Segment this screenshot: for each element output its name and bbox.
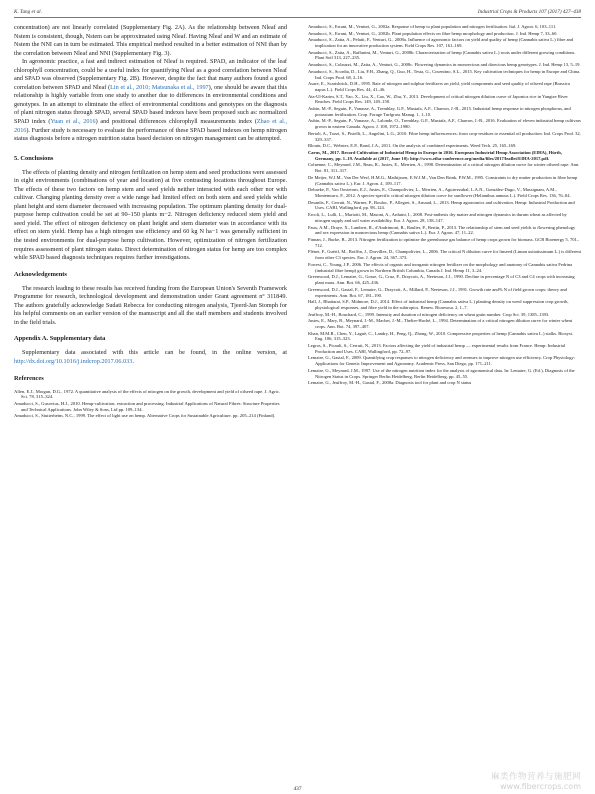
section-heading-acknowledgements: Acknowledgements [14,270,67,278]
doi-link[interactable]: http://dx.doi.org/10.1016/j.indcrop.2017.06.033 [14,357,133,365]
reference-item: Legros, S., Picault, S., Cerruti, N., 2013. Factors affecting the yield of industrial hemp — experimental results from France. Hemp: Industrial Production and Uses. CABI, Wallingford, pp. 72–97. [308,343,566,354]
left-column [14,24,287,420]
reference-item: Ercoli, L., Lulli, L., Mariotti, M., Masoni, A., Arduini, I., 2008. Post-anthesis dry matter and nitrogen dynamics in durum wheat as affected by nitrogen supply and soil water availability. Eur. J. Agron. 28, 138–147. [308,212,567,223]
page-number: 437 [293,786,302,792]
section-heading-references: References [14,374,44,382]
citation-lin-matsunaka[interactable]: Lin et al., 2010; Matsunaka et al., 1997 [110,83,209,91]
reference-item: Lemaire, G., Gastal, F., 2009. Quantifying crop responses to nitrogen deficiency and avenues to improve nitrogen use efficiency. Crop Physiology: Applications for Genetic Improvement and Agronomy. Academic Press, San Diego, pp. 171–211. [308,355,576,367]
reference-item: Jeuffroy, M.-H., Bouchard, C., 1999. Intensity and duration of nitrogen deficiency on wheat grain number. Crop Sci. 39, 1385–1393. [308,311,550,317]
reference-item: Faux, A.M., Draye, X., Lambert, R., d'Andrimont, R., Raulier, P., Bertin, P., 2013. The relationship of stem and seed yields to flowering phenology and sex expression in monoecious hemp (Cannabis sativa L.). Eur. J. Agron. 47, 11–22. [308,224,576,236]
reference-item: Colnenne, C., Meynard, J.M., Reau, R., Justes, E., Merrien, A., 1998. Determination of a critical nitrogen dilution curve for winter oilseed rape. Ann. Bot. 81, 311–317. [308,162,580,174]
paragraph-spad-text-a: In agronomic practice, a fast and indirect estimation of Nleaf is required. SPAD, an indicator of the leaf chlorophyll concentration, could be a useful index for quantifying Nleaf as a good correlation between Nleaf and SPAD was observed (Supplementary Fig. 2B). However, despite the fact that many authors found a good correlation between SPAD and Nleaf ( [14,58,287,91]
reference-item: Ata-Ul-Karim, S.T., Yao, X., Liu, X., Cao, W., Zhu, Y., 2013. Development of critical nitrogen dilution curve of Japonica rice in Yangtze River Reaches. Field Crops Res. 149, 149–158. [308,93,568,105]
watermark [491,770,581,791]
running-head-journal: Industrial Crops & Products 107 (2017) 427–438 [477,9,581,15]
reference-item: Amaducci, S., Errani, M., Venturi, G., 2002b. Plant population effects on fibre hemp morphology and production. J. Ind. Hemp 7, 33–60. [308,30,558,36]
reference-item: Carus, M., 2017. Record Cultivation of Industrial Hemp in Europe in 2016. European Industrial Hemp Association (EIHA), Hürth, Germany, pp. 1–19. Available at (2017, June 10): http://www.eiha-conference.org/media/files/2017/leaflet/EIHA-2017.pdf. [308,149,562,161]
header-rule [14,17,581,18]
reference-item: Bertoli, A., Tozzi, S., Pistelli, L., Angelini, L.G., 2010. Fibre hemp inflorescences: from crop-residues to essential oil production. Ind. Crops Prod. 32, 329–337. [308,130,581,142]
reference-item: Asare, E., Scarisbrick, D.H., 1995. Rate of nitrogen and sulphur fertilizers on yield, yield components and seed quality of oilseed rape (Brassica napus L.). Field Crops Res. 44, 41–46. [308,81,570,92]
watermark-site-name: 麻类作物营养与施肥网 [490,772,581,782]
reference-item: Lemaire, G., Meynard, J.M., 1997. Use of the nitrogen nutrition index for the analysis of agronomical data. In: Lemaire, G. (Ed.), Diagnosis of the Nitrogen Status in Crops. Springer Berlin Heidelberg, Berlin Heidelberg, pp. 45–55. [308,367,575,379]
paragraph-spad-text-c: ) and positional differences chlorophyll measurements index ( [95,118,257,126]
reference-item: Amaducci, S., Errani, M., Venturi, G., 2002a. Response of hemp to plant population and nitrogen fertilisation. Ital. J. Agron. 6, 103–111. [308,24,557,29]
reference-item: Greenwood, D.J., Gastal, F., Lemaire, G., Draycott, A., Millard, P., Neeteson, J.J., 1991. Growth rate and% N of field grown crops: theory and experiments. Ann. Bot. 67, 181–190. [308,286,567,298]
reference-item: Allen, E.J., Morgan, D.G., 1972. A quantitative analysis of the effects of nitrogen on the growth, development and yield of oilseed rape. J. Agric. Sci. 78, 315–324. [14,388,280,400]
paragraph-conclusions: The effects of planting density and nitrogen fertilization on hemp stem and seed productions were assessed in eight environments (combinations of year and location) at five contrasting locations throughout Europe. The effects of these two factors on hemp stem and seed yields neither interacted with each other nor with cultivar. Changing planting density over a wide range had limited effect on both stem and seed yields while plant height and stem diameter decreased with increasing population. The optimum planting density for dual-purpose hemp cultivation could be set at 90–150 plants m−2. Nitrogen deficiency reduced stem yield and seed yield. The effect of nitrogen deficiency on plant height and stem diameter was in accordance with its effect on stem yield. Hemp has a high nitrogen use efficiency and 60 kg N ha−1 was generally sufficient in the tested environments for dual-purpose hemp cultivation. However, optimization of nitrogen fertilization requires assessment of plant nitrogen status. Direct determination of nitrogen status for hemp are too complex while SPAD based diagnosis techniques requires further investigations. [14,168,287,262]
reference-item: De Meijer, W.J.M., Van Der Werf, H.M.G., Mathijssen, E.W.J.M., Van Den Brink, P.W.M., 1995. Constraints to dry matter production in fibre hemp (Cannabis sativa L.). Eur. J. Agron. 4, 109–117. [308,174,578,186]
reference-item: Amaducci, S., Zatta, A., Raffanini, M., Venturi, G., 2008b. Characterisation of hemp (Cannabis sativa L.) roots under different growing conditions. Plant Soil 313, 227–235. [308,49,576,61]
reference-list-left [14,389,287,420]
reference-item: Amaducci, S., Scordia, D., Liu, F.H., Zhang, Q., Guo, H., Testa, G., Cosentino, S.L., 2015. Key cultivation techniques for hemp in Europe and China. Ind. Crops Prod. 68, 2–16. [308,68,581,80]
paragraph-acknowledgements: The research leading to these results has received funding from the European Union's Seventh Framework Programme for research, technological development and demonstration under Grant agreement n° 311849. The authors gratefully acknowledge Sudati Rebecca for conducting nitrogen analysis, Tjeerd-Jan Stomph for his helpful comments on an earlier version of the manuscript and all the staff members and students involved in the field trials. [14,284,287,326]
running-head-authors: K. Tang et al. [14,9,42,15]
reference-item: Flénet, F., Guérif, M., Boiffin, J., Dorvillez, D., Champolivier, L., 2006. The critical N dilution curve for linseed (Linum usitatissimum L.) is different from other C3 species. Eur. J. Agron. 24, 367–373. [308,249,581,261]
reference-item: Aubin, M.-P., Seguin, P., Vanasse, A., Tremblay, G.F., Mustafa, A.F., Charron, J.-B., 2015. Industrial hemp response to nitrogen phosphorus, and potassium fertilization. Crop. Forage Turfgrass Manag. 1, 1–10. [308,105,571,117]
citation-zhao[interactable]: Zhao et al., 2016 [14,118,287,134]
appendix-text-end: . [132,357,134,365]
reference-item: Finnan, J., Burke, B., 2013. Nitrogen fertilization to optimize the greenhouse gas balance of hemp crops grown for biomass. GCB Bioenergy 5, 701–712. [308,236,580,248]
reference-item: Amaducci, S., Stutterheim, N.C., 1999. The effect of light use on hemp. Alternative Crops for Sustainable Agriculture. pp. 205–214 (Finland). [14,413,276,419]
section-heading-appendix: Appendix A. Supplementary data [14,335,106,343]
paragraph-spad-text-b: ), one should be aware that this relationship is highly variable from one study to another due to differences in environmental conditions and genotypes. In an attempt to eliminate the effect of environmental conditions and genotypes on the diagnosis of plant nitrogen status through SPAD, several SPAD based indexes have been proposed such as: normalized SPAD index ( [14,83,287,126]
reference-item: Amaducci, S., Gusovius, H.J., 2010. Hemp-cultivation, extraction and processing. Industrial Applications of Natural Fibres: Structure Properties and Technical Applications. John Wiley & Sons, Ltd pp. 109–134. [14,400,280,412]
reference-item: Debaeke, P., Van Oosterom, E.J., Justes, E., Champolivier, L., Merrien, A., Aguirrezabal, L.A.N., González-Dugo, V., Massignam, A.M., Montemurro, F., 2012. A species-specific critical nitrogen dilution curve for sunflower (Helianthus annuus L.). Field Crops Res. 136, 76–84. [308,187,571,199]
reference-item: Amaducci, S., Colauzzi, M., Zatta, A., Venturi, G., 2008c. Flowering dynamics in monoecious and dioecious hemp genotypes. J. Ind. Hemp 13, 5–19. [308,62,581,68]
reference-item: Desanlis, F., Cerruti, N., Warner, P., Bouloc, P., Allegret, S., Arnaud, L., 2013. Hemp agronomics and cultivation. Hemp: Industrial Production and Uses. CABI, Wallingford, pp. 98–124. [308,199,575,211]
reference-item: Lemaire, G., Jeuffroy, M.-H., Gastal, F., 2008a. Diagnosis tool for plant and crop N status [308,380,472,386]
reference-item: Amaducci, S., Zatta, A., Pelatti, F., Venturi, G., 2008a. Influence of agronomic factors on yield and quality of hemp (Cannabis sativa L.) fibre and implication for an innovative production system. Field Crops Res. 107, 161–169. [308,37,574,49]
paragraph-spad-text-d: ). Further study is necessary to evaluate the performance of these SPAD based indexes on hemp nitrogen status diagnosis before a nitrogen nutrition status based decision on nitrogen management can be attempted. [14,126,287,143]
reference-item: Aubin, M.-P., Seguin, P., Vanasse, A., Lalonde, O., Tremblay, G.F., Mustafa, A.F., Charron, J.-B., 2016. Evaluation of eleven industrial hemp cultivars grown in eastern Canada. Agron. J. 108, 1972–1980. [308,118,581,130]
section-heading-conclusions: 5. Conclusions [14,154,54,162]
reference-item: Hall, J., Bhattarai, S.P., Midmore, D.J., 2014. Effect of industrial hemp (Cannabis sativa L.) planting density on weed suppression crop growth, physiological responses, and fibre yield in the subtropics. Renew. Bioresour. 2, 1–7. [308,299,569,310]
reference-item: Khan, M.M.R., Chen, Y., Laguë, C., Landry, H., Peng, Q., Zhong, W., 2010. Compressive properties of hemp (Cannabis sativa L.) stalks. Biosyst. Eng. 106, 315–323. [308,330,574,342]
reference-item: Blouin, D.C., Webster, E.P., Bond, J.A., 2011. On the analysis of combined experiments. Weed Tech. 25, 165–169. [308,143,517,149]
reference-item: Forrest, C., Young, J.P., 2006. The effects of organic and inorganic nitrogen fertilizer on the morphology and anatomy of Cannabis sativa Fedrina (industrial fibre hemp) grown in Northern British Columbia, Canada J. Ind. Hemp 11, 3–24. [308,261,573,273]
appendix-text: Supplementary data associated with this article can be found, in the online version, at [22,349,287,357]
watermark-url: www.fibercrops.com [500,782,581,791]
paragraph-spad [14,58,287,143]
reference-item: Justes, E., Mary, B., Meynard, J.-M., Machet, J.-M., Thelier-Huché, L., 1994. Determination of a critical nitrogen dilution curve for winter wheat crops. Ann. Bot. 74, 397–407. [308,318,573,329]
paragraph-appendix [14,349,287,366]
citation-yuan[interactable]: Yuan et al., 2016 [50,118,96,126]
reference-list-right [308,24,581,387]
reference-item: Greenwood, D.J., Lemaire, G., Gosse, G., Cruz, P., Draycott, A., Neeteson, J.J., 1990. Decline in percentage N of C3 and C4 crops with increasing plant mass. Ann. Bot. 66, 425–436. [308,274,575,286]
paragraph-nstem-estimation: concentration) are not linearly correlated (Supplementary Fig. 2A). As the relationship between Nleaf and Nstem is consistent, though, Nstem can be approximated using Nleaf. Having Nleaf and W and an estimate of Nstem the NNI can in turn be estimated. This empirical method resulted in a better estimation of NNI than by the correlation between Nleaf and NNI (Supplementary Fig. 3). [14,24,287,57]
